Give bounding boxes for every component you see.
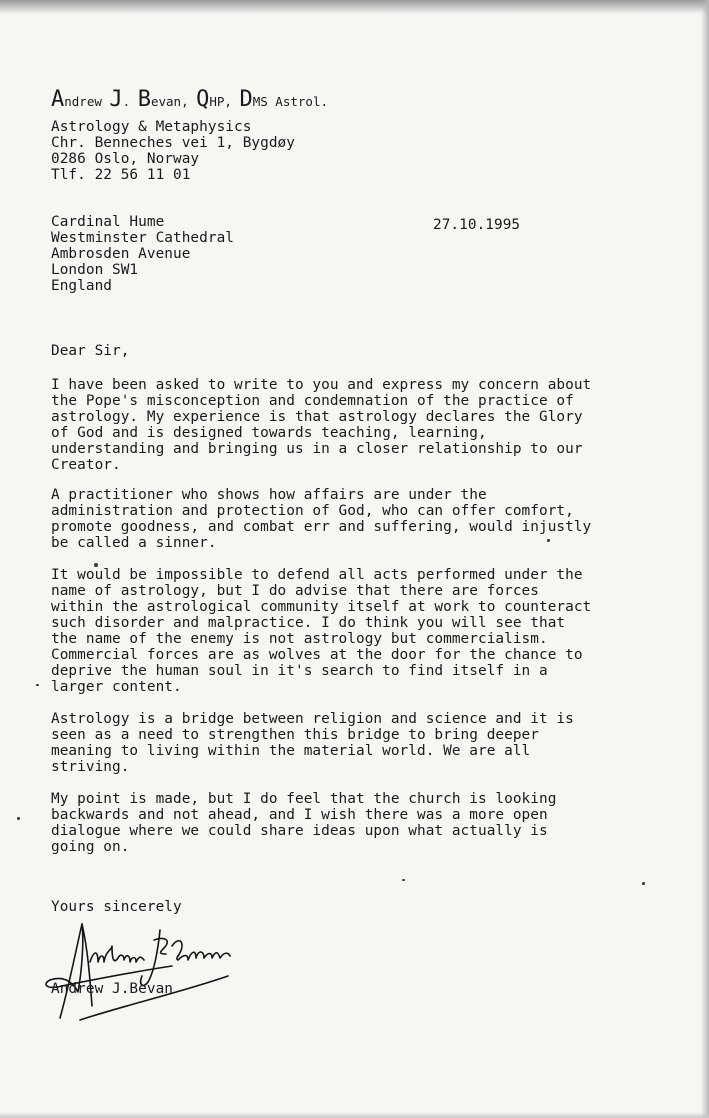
letterhead-address <box>51 119 295 183</box>
paragraph-line: meaning to living within the material world. We are all <box>51 743 531 759</box>
recipient-line: Westminster Cathedral <box>51 230 234 246</box>
letterhead-name <box>51 88 328 114</box>
letterhead-name-part: ndrew <box>64 94 110 109</box>
paragraph-line: within the astrological community itself at work to counteract <box>51 599 592 615</box>
paragraph-line: backwards and not ahead, and I wish there was a more open <box>51 807 548 823</box>
letterhead-initial: Q <box>196 87 210 112</box>
recipient-line: Cardinal Hume <box>51 214 165 230</box>
handwritten-signature <box>32 910 242 1030</box>
recipient-line: England <box>51 278 112 294</box>
scan-edge-right <box>701 0 709 1118</box>
paragraph-line: astrology. My experience is that astrology declares the Glory <box>51 409 583 425</box>
letterhead-name-part: . <box>122 94 138 109</box>
paragraph-line: Commercial forces are as wolves at the door for the chance to <box>51 647 583 663</box>
letterhead-initial: D <box>239 87 253 112</box>
paragraph-line: name of astrology, but I do advise that there are forces <box>51 583 539 599</box>
scan-speck <box>642 882 645 885</box>
scan-speck <box>94 563 98 567</box>
paragraph-line: understanding and bringing us in a closer relationship to our <box>51 441 583 457</box>
paragraph-line: Creator. <box>51 457 121 473</box>
paragraph-line: such disorder and malpractice. I do think you will see that <box>51 615 566 631</box>
paragraph-line: seen as a need to strengthen this bridge to bring deeper <box>51 727 539 743</box>
letterhead-line: Astrology & Metaphysics <box>51 119 252 135</box>
scan-speck <box>547 539 550 542</box>
signed-name: Andrew J.Bevan <box>51 981 173 997</box>
scan-edge-bottom <box>0 1112 709 1118</box>
scan-speck <box>17 817 20 820</box>
paragraph-line: It would be impossible to defend all acts performed under the <box>51 567 583 583</box>
paragraph-line: A practitioner who shows how affairs are under the <box>51 487 487 503</box>
letterhead-name-part: HP, <box>209 94 240 109</box>
body-paragraph-1 <box>51 377 591 473</box>
paragraph-line: the name of the enemy is not astrology but commercialism. <box>51 631 548 647</box>
letterhead-initial: A <box>51 87 65 112</box>
paragraph-line: dialogue where we could share ideas upon what actually is <box>51 823 548 839</box>
letterhead-line: 0286 Oslo, Norway <box>51 151 200 167</box>
recipient-line: London SW1 <box>51 262 139 278</box>
paragraph-line: My point is made, but I do feel that the church is looking <box>51 791 557 807</box>
paragraph-line: going on. <box>51 839 130 855</box>
paragraph-line: of God and is designed towards teaching, learning, <box>51 425 487 441</box>
scan-edge-top <box>0 0 709 14</box>
paragraph-line: administration and protection of God, who can offer comfort, <box>51 503 574 519</box>
body-paragraph-3 <box>51 567 591 695</box>
letter-date: 27.10.1995 <box>433 217 521 233</box>
scan-speck <box>402 879 405 881</box>
body-paragraph-5 <box>51 791 556 855</box>
salutation: Dear Sir, <box>51 343 130 359</box>
body-paragraph-4 <box>51 711 574 775</box>
letterhead-initial: J <box>109 87 123 112</box>
paragraph-line: larger content. <box>51 679 182 695</box>
letterhead-line: Tlf. 22 56 11 01 <box>51 167 191 183</box>
closing: Yours sincerely <box>51 899 182 915</box>
scan-speck <box>36 684 39 686</box>
recipient-line: Ambrosden Avenue <box>51 246 191 262</box>
paragraph-line: I have been asked to write to you and express my concern about <box>51 377 592 393</box>
paragraph-line: Astrology is a bridge between religion and science and it is <box>51 711 574 727</box>
letterhead-line: Chr. Benneches vei 1, Bygdøy <box>51 135 295 151</box>
paragraph-line: the Pope's misconception and condemnation of the practice of <box>51 393 574 409</box>
paragraph-line: be called a sinner. <box>51 535 217 551</box>
recipient-address <box>51 214 234 294</box>
body-paragraph-2 <box>51 487 591 551</box>
paragraph-line: deprive the human soul in it's search to find itself in a <box>51 663 548 679</box>
paragraph-line: striving. <box>51 759 130 775</box>
letterhead-name-part: MS Astrol. <box>252 94 328 109</box>
paragraph-line: promote goodness, and combat err and suffering, would injustly <box>51 519 592 535</box>
letterhead-initial: B <box>137 87 151 112</box>
letterhead-name-part: evan, <box>150 94 197 109</box>
